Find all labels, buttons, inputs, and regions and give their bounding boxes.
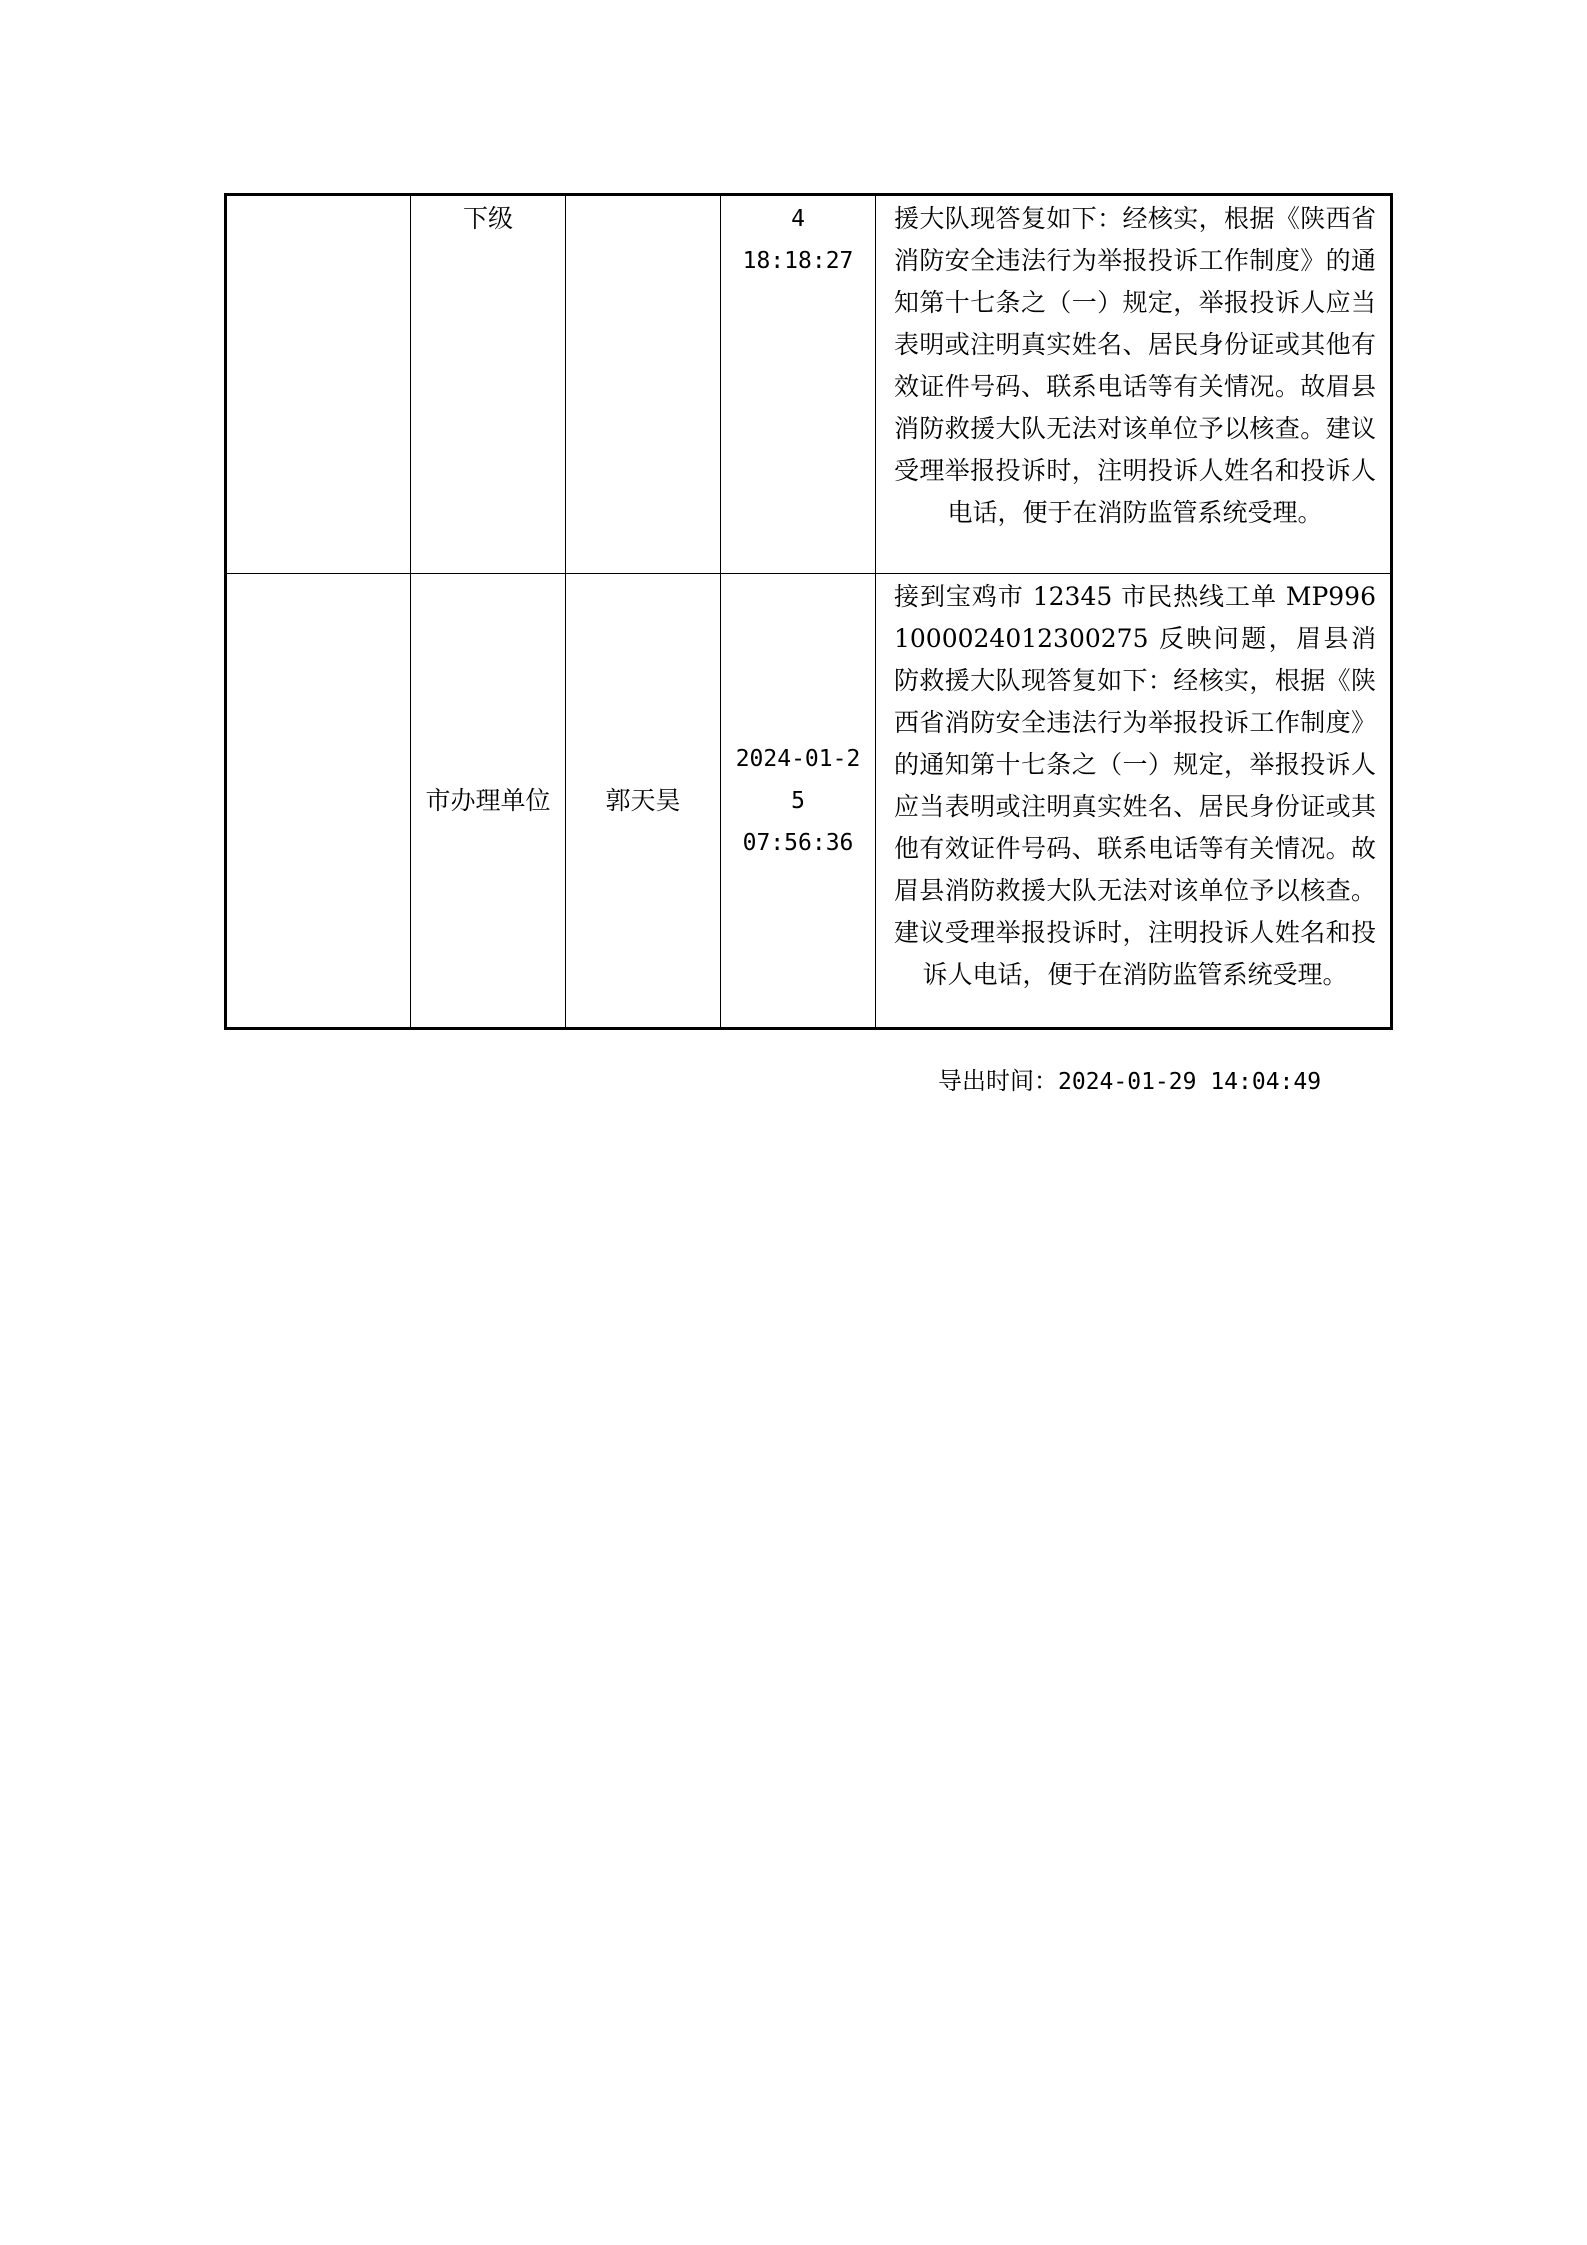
reply-cell xyxy=(876,195,1392,574)
time-line-2: 18:18:27 xyxy=(742,248,854,274)
time-line-3: 07:56:36 xyxy=(742,829,854,856)
time-line-2: 5 xyxy=(791,787,805,814)
time-cell xyxy=(721,574,876,1029)
export-time-label: 导出时间： xyxy=(938,1067,1058,1095)
level-text: 下级 xyxy=(462,204,513,233)
time-cell xyxy=(721,195,876,574)
table-row xyxy=(226,195,1392,574)
handler-text: 郭天昊 xyxy=(605,785,681,815)
handler-cell xyxy=(566,574,721,1029)
handler-cell xyxy=(566,195,721,574)
reply-text: 援大队现答复如下：经核实，根据《陕西省消防安全违法行为举报投诉工作制度》的通知第十七条之（一）规定，举报投诉人应当表明或注明真实姓名、居民身份证或其他有效证件号码、联系电话等有关情况。故眉县消防救援大队无法对该单位予以核查。建议受理举报投诉时，注明投诉人姓名和投诉人电话，便于在消防监管系统受理。 xyxy=(894,204,1376,527)
category-cell xyxy=(226,195,411,574)
level-cell xyxy=(411,574,566,1029)
export-time-value: 2024-01-29 14:04:49 xyxy=(1058,1069,1322,1095)
record-table xyxy=(224,193,1393,1030)
time-line-1: 4 xyxy=(791,206,805,232)
level-cell xyxy=(411,195,566,574)
level-text: 市办理单位 xyxy=(425,785,551,815)
table-row xyxy=(226,574,1392,1029)
export-time xyxy=(938,1063,1321,1100)
time-line-1: 2024-01-2 xyxy=(735,745,861,772)
reply-text: 接到宝鸡市 12345 市民热线工单 MP9961000024012300275 反映问题，眉县消防救援大队现答复如下：经核实，根据《陕西省消防安全违法行为举报投诉工作制度》的通知第十七条之（一）规定，举报投诉人应当表明或注明真实姓名、居民身份证或其他有效证件号码、联系电话等有关情况。故眉县消防救援大队无法对该单位予以核查。建议受理举报投诉时，注明投诉人姓名和投诉人电话，便于在消防监管系统受理。 xyxy=(894,582,1376,989)
reply-cell xyxy=(876,574,1392,1029)
category-cell xyxy=(226,574,411,1029)
